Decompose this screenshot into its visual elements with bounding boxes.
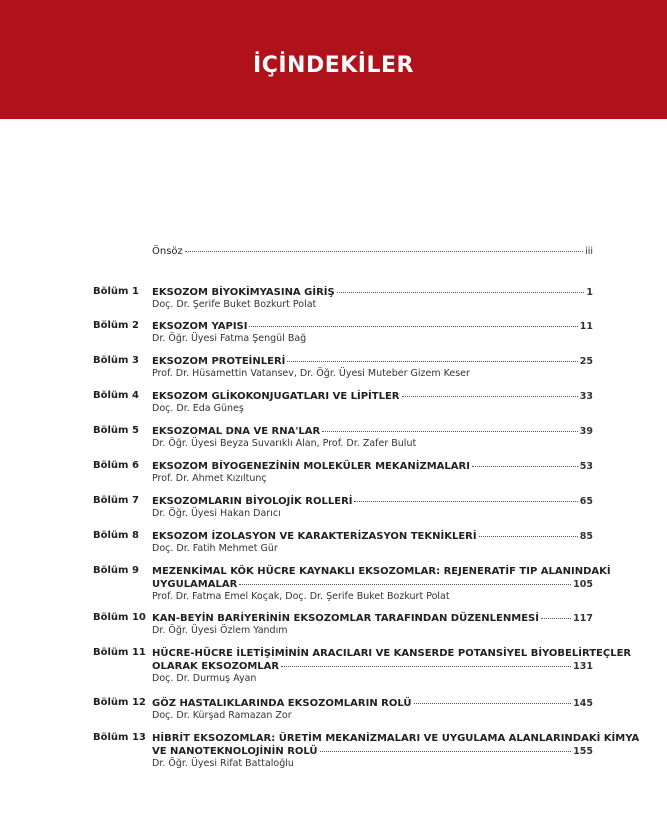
- chapter-title: EKSOZOM GLİKOKONJUGATLARI VE LİPİTLER: [152, 391, 400, 402]
- chapter-body: [152, 495, 593, 520]
- dot-leader: [185, 251, 583, 252]
- dot-leader: [239, 584, 571, 585]
- chapter-number: Bölüm 13: [93, 732, 146, 743]
- chapter-title: EKSOZOM BİYOKİMYASINA GİRİŞ: [152, 287, 335, 298]
- chapter-number: Bölüm 5: [93, 425, 139, 436]
- chapter-page: 155: [573, 746, 593, 757]
- chapter-number: Bölüm 9: [93, 565, 139, 576]
- chapter-body: [152, 565, 611, 603]
- dot-leader: [287, 361, 577, 362]
- chapter-body: [152, 460, 593, 485]
- chapter-title: EKSOZOM BİYOGENEZİNİN MOLEKÜLER MEKANİZMALARI: [152, 461, 470, 472]
- chapter-page: 85: [579, 531, 593, 542]
- preface-label: Önsöz: [152, 246, 183, 257]
- chapter-page: 33: [579, 391, 593, 402]
- dot-leader: [541, 618, 571, 619]
- dot-leader: [322, 431, 578, 432]
- chapter-title-line1: HÜCRE-HÜCRE İLETİŞİMİNİN ARACILARI VE KANSERDE POTANSİYEL BİYOBELİRTEÇLER: [152, 648, 632, 659]
- chapter-body: [152, 732, 640, 770]
- chapter-body: [152, 390, 593, 415]
- dot-leader: [249, 326, 577, 327]
- chapter-number: Bölüm 11: [93, 647, 146, 658]
- chapter-number: Bölüm 3: [93, 355, 139, 366]
- chapter-body: [152, 697, 593, 722]
- chapter-number: Bölüm 12: [93, 697, 146, 708]
- chapter-page: 65: [579, 496, 593, 507]
- chapter-page: 39: [579, 426, 593, 437]
- dot-leader: [414, 703, 572, 704]
- chapter-page: 53: [579, 461, 593, 472]
- chapter-body: [152, 647, 632, 685]
- chapter-title: EKSOZOMAL DNA VE RNA'LAR: [152, 426, 321, 437]
- chapter-title: EKSOZOM İZOLASYON VE KARAKTERİZASYON TEKNİKLERİ: [152, 531, 477, 542]
- chapter-number: Bölüm 1: [93, 286, 139, 297]
- chapter-author: Doç. Dr. Fatih Mehmet Gür: [152, 543, 278, 554]
- chapter-number: Bölüm 6: [93, 460, 139, 471]
- chapter-title: OLARAK EKSOZOMLAR: [152, 661, 280, 672]
- chapter-author: Doç. Dr. Kürşad Ramazan Zor: [152, 710, 292, 721]
- chapter-body: [152, 286, 593, 311]
- chapter-author: Dr. Öğr. Üyesi Beyza Suvarıklı Alan, Prof. Dr. Zafer Bulut: [152, 438, 417, 449]
- chapter-page: 105: [573, 579, 593, 590]
- chapter-author: Doç. Dr. Durmuş Ayan: [152, 673, 257, 684]
- chapter-number: Bölüm 4: [93, 390, 139, 401]
- chapter-author: Dr. Öğr. Üyesi Rifat Battaloğlu: [152, 758, 294, 769]
- chapter-title: EKSOZOM YAPISI: [152, 321, 248, 332]
- chapter-author: Dr. Öğr. Üyesi Hakan Darıcı: [152, 508, 281, 519]
- chapter-number: Bölüm 2: [93, 320, 139, 331]
- chapter-title-line1: MEZENKİMAL KÖK HÜCRE KAYNAKLI EKSOZOMLAR: REJENERATİF TIP ALANINDAKİ: [152, 566, 611, 577]
- header-banner: [0, 0, 667, 119]
- chapter-author: Prof. Dr. Ahmet Kızıltunç: [152, 473, 267, 484]
- dot-leader: [337, 292, 585, 293]
- chapter-page: 11: [579, 321, 593, 332]
- dot-leader: [354, 501, 577, 502]
- toc-preface-row[interactable]: [152, 246, 593, 257]
- preface-page: iii: [585, 246, 593, 257]
- chapter-page: 117: [573, 613, 593, 624]
- chapter-title: EKSOZOMLARIN BİYOLOJİK ROLLERİ: [152, 496, 353, 507]
- dot-leader: [320, 751, 572, 752]
- chapter-author: Prof. Dr. Hüsamettin Vatansev, Dr. Öğr. Üyesi Muteber Gizem Keser: [152, 368, 470, 379]
- chapter-title: KAN-BEYİN BARİYERİNİN EKSOZOMLAR TARAFINDAN DÜZENLENMESİ: [152, 613, 539, 624]
- chapter-body: [152, 612, 593, 637]
- chapter-title-line1: HİBRİT EKSOZOMLAR: ÜRETİM MEKANİZMALARI VE UYGULAMA ALANLARINDAKİ KİMYA: [152, 733, 640, 744]
- dot-leader: [479, 536, 578, 537]
- page-title: İÇİNDEKİLER: [253, 53, 414, 78]
- dot-leader: [402, 396, 578, 397]
- chapter-body: [152, 355, 593, 380]
- chapter-number: Bölüm 8: [93, 530, 139, 541]
- chapter-page: 145: [573, 698, 593, 709]
- chapter-page: 25: [579, 356, 593, 367]
- chapter-author: Dr. Öğr. Üyesi Fatma Şengül Bağ: [152, 333, 307, 344]
- chapter-author: Doç. Dr. Eda Güneş: [152, 403, 244, 414]
- chapter-title: VE NANOTEKNOLOJİNİN ROLÜ: [152, 746, 318, 757]
- chapter-number: Bölüm 7: [93, 495, 139, 506]
- dot-leader: [281, 666, 571, 667]
- chapter-title: UYGULAMALAR: [152, 579, 238, 590]
- chapter-title: GÖZ HASTALIKLARINDA EKSOZOMLARIN ROLÜ: [152, 698, 412, 709]
- dot-leader: [472, 466, 578, 467]
- chapter-page: 1: [586, 287, 593, 298]
- chapter-page: 131: [573, 661, 593, 672]
- chapter-body: [152, 320, 593, 345]
- chapter-author: Prof. Dr. Fatma Emel Koçak, Doç. Dr. Şerife Buket Bozkurt Polat: [152, 591, 450, 602]
- chapter-number: Bölüm 10: [93, 612, 146, 623]
- chapter-body: [152, 425, 593, 450]
- chapter-title: EKSOZOM PROTEİNLERİ: [152, 356, 286, 367]
- chapter-author: Doç. Dr. Şerife Buket Bozkurt Polat: [152, 299, 317, 310]
- chapter-body: [152, 530, 593, 555]
- chapter-author: Dr. Öğr. Üyesi Özlem Yandım: [152, 625, 288, 636]
